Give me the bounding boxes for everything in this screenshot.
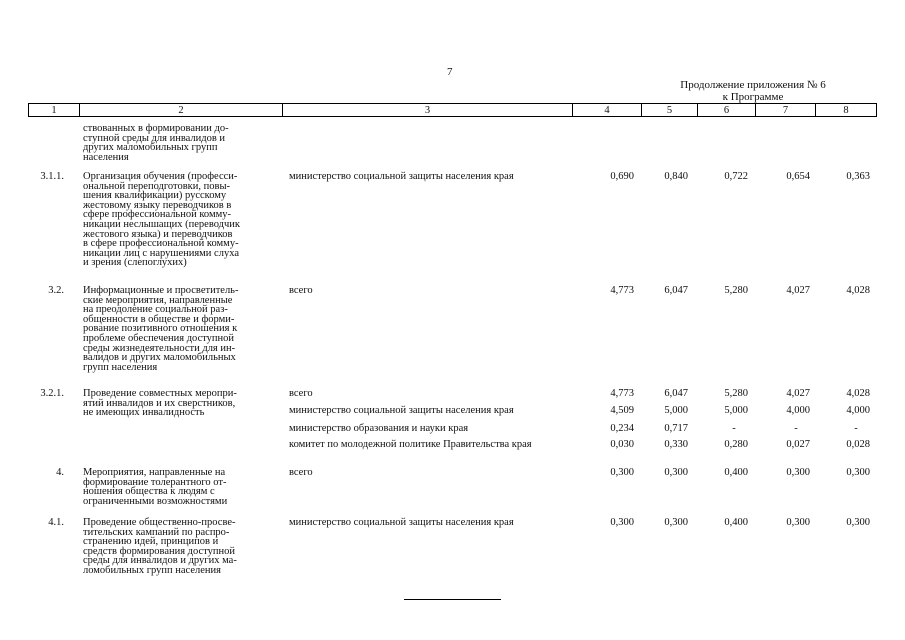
funding-value: 0,300	[664, 467, 688, 478]
funding-value: 0,028	[846, 439, 870, 450]
funding-value: 0,840	[664, 171, 688, 182]
executor-name: министерство социальной защиты населения края	[289, 517, 514, 528]
funding-value: -	[794, 423, 798, 434]
executor-name: всего	[289, 285, 313, 296]
funding-value: 0,300	[610, 517, 634, 528]
funding-value: 0,234	[610, 423, 634, 434]
column-header-1: 1	[28, 103, 79, 117]
funding-value: 4,027	[786, 388, 810, 399]
executor-name: всего	[289, 467, 313, 478]
funding-value: 6,047	[664, 285, 688, 296]
row-title: ствованных в формировании до- ступной среды для инвалидов и других маломобильных групп населения	[83, 123, 229, 163]
funding-value: 4,773	[610, 285, 634, 296]
funding-value: 0,654	[786, 171, 810, 182]
funding-value: 4,000	[786, 405, 810, 416]
row-title: Организация обучения (професси- ональной переподготовки, повы- шения квалификации) русскому жестовому языку переводчиков в сфере профессиональной комму- никации неслышащих (переводчик жестового языка) и переводчиков в сфере профессиональной комму- никации лиц с нарушениями слуха и зрения (слепоглухих)	[83, 171, 241, 269]
funding-value: 5,000	[724, 405, 748, 416]
funding-value: 0,330	[664, 439, 688, 450]
column-header-7: 7	[755, 103, 815, 117]
executor-name: всего	[289, 388, 313, 399]
funding-value: 0,300	[664, 517, 688, 528]
appendix-heading-line1: Продолжение приложения № 6	[680, 79, 826, 91]
funding-value: 0,030	[610, 439, 634, 450]
funding-value: 4,773	[610, 388, 634, 399]
row-number: 3.2.1.	[40, 388, 64, 399]
funding-value: 0,722	[724, 171, 748, 182]
column-header-5: 5	[641, 103, 697, 117]
funding-value: 4,000	[846, 405, 870, 416]
funding-value: 4,027	[786, 285, 810, 296]
row-number: 3.1.1.	[40, 171, 64, 182]
row-number: 4.	[56, 467, 64, 478]
column-header-6: 6	[697, 103, 755, 117]
funding-value: 0,300	[846, 467, 870, 478]
funding-value: -	[854, 423, 858, 434]
row-title: Проведение совместных меропри- ятий инвалидов и их сверстников, не имеющих инвалидность	[83, 388, 237, 419]
funding-value: 5,000	[664, 405, 688, 416]
executor-name: министерство образования и науки края	[289, 423, 469, 434]
funding-value: 0,400	[724, 467, 748, 478]
appendix-heading-line2: к Программе	[722, 91, 784, 103]
funding-value: 4,028	[846, 285, 870, 296]
funding-value: 4,509	[610, 405, 634, 416]
funding-value: 0,300	[786, 517, 810, 528]
funding-value: 6,047	[664, 388, 688, 399]
executor-name: комитет по молодежной политике Правительства края	[289, 439, 532, 450]
funding-value: 0,717	[664, 423, 688, 434]
funding-value: -	[732, 423, 736, 434]
executor-name: министерство социальной защиты населения края	[289, 405, 514, 416]
row-number: 3.2.	[48, 285, 64, 296]
funding-value: 0,690	[610, 171, 634, 182]
row-title: Информационные и просветитель- ские мероприятия, направленные на преодоление социальной раз- общенности в обществе и форми- рование позитивного отношения к проблеме обеспечения доступной среды жизнедеятельности для ин- валидов и других маломобильных групп населения	[83, 285, 239, 373]
row-number: 4.1.	[48, 517, 64, 528]
funding-value: 5,280	[724, 388, 748, 399]
row-title: Проведение общественно-просве- тительских кампаний по распро- странению идей, принципов и средств формирования доступной среды для инвалидов и других ма- ломобильных групп населения	[83, 517, 237, 576]
footer-separator-line	[404, 599, 501, 600]
funding-value: 0,300	[610, 467, 634, 478]
funding-value: 4,028	[846, 388, 870, 399]
funding-value: 0,300	[786, 467, 810, 478]
column-header-2: 2	[79, 103, 282, 117]
column-header-3: 3	[282, 103, 572, 117]
funding-value: 5,280	[724, 285, 748, 296]
executor-name: министерство социальной защиты населения края	[289, 171, 514, 182]
funding-value: 0,400	[724, 517, 748, 528]
funding-value: 0,363	[846, 171, 870, 182]
funding-value: 0,280	[724, 439, 748, 450]
column-header-8: 8	[815, 103, 877, 117]
appendix-heading	[663, 79, 843, 103]
page-number: 7	[447, 66, 453, 78]
funding-value: 0,300	[846, 517, 870, 528]
column-header-4: 4	[572, 103, 641, 117]
row-title: Мероприятия, направленные на формирование толерантного от- ношения общества к людям с ограниченными возможностями	[83, 467, 228, 507]
funding-value: 0,027	[786, 439, 810, 450]
